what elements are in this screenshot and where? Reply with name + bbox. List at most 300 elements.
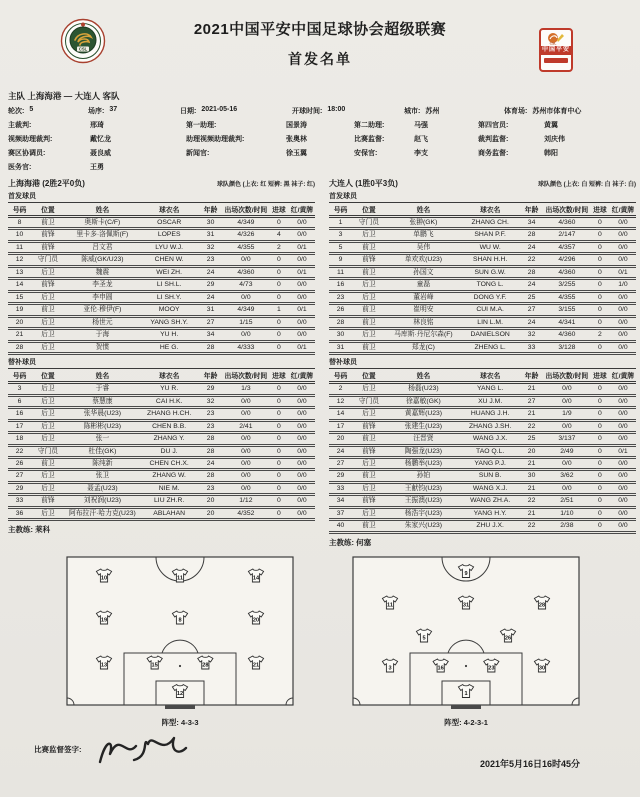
- cell-age: 21: [519, 408, 544, 420]
- official-label: 赛区协调员:: [8, 150, 46, 157]
- jersey-number: 8: [178, 617, 182, 624]
- cell-cards: 0/0: [289, 217, 315, 229]
- cell-cards: 0/0: [289, 470, 315, 482]
- cell-number: 3: [329, 229, 352, 241]
- cell-number: 19: [8, 304, 31, 316]
- player-row: [329, 433, 636, 445]
- formation-diagrams: [8, 556, 632, 728]
- official-value: 马强: [414, 122, 428, 129]
- cell-apps-minutes: 3/155: [544, 304, 590, 316]
- official-value: 国景涛: [286, 122, 307, 129]
- cell-jersey-name: ZHANG W.: [140, 470, 198, 482]
- jersey-number: 31: [462, 602, 470, 609]
- cell-jersey-name: LYU W.J.: [140, 241, 198, 253]
- jersey-number: 21: [252, 662, 260, 669]
- cell-apps-minutes: 0/0: [223, 482, 269, 494]
- player-row: [8, 329, 315, 341]
- info-label: 城市:: [404, 108, 421, 115]
- cell-position: 后卫: [31, 329, 65, 341]
- cell-age: 20: [198, 495, 223, 507]
- home-coach-line: [8, 524, 315, 535]
- cell-number: 33: [8, 495, 31, 507]
- cell-apps-minutes: 3/128: [544, 341, 590, 353]
- cell-apps-minutes: 1/12: [223, 495, 269, 507]
- cell-apps-minutes: 0/0: [544, 395, 590, 407]
- cell-goals: 0: [269, 383, 289, 395]
- player-row: [329, 254, 636, 266]
- cell-goals: 0: [590, 445, 610, 457]
- player-row: [8, 433, 315, 445]
- player-row: [8, 383, 315, 395]
- cell-apps-minutes: 0/0: [223, 457, 269, 469]
- cell-number: 18: [8, 433, 31, 445]
- cell-apps-minutes: 3/255: [544, 279, 590, 291]
- cell-apps-minutes: 4/360: [544, 329, 590, 341]
- cell-position: 后卫: [31, 408, 65, 420]
- cell-age: 32: [198, 241, 223, 253]
- player-row: [329, 217, 636, 229]
- sponsor-name: 中国平安: [541, 47, 570, 53]
- player-row: [8, 217, 315, 229]
- info-value: 苏州: [425, 108, 440, 115]
- cell-number: 9: [329, 254, 352, 266]
- cell-jersey-name: ZHENG L.: [461, 341, 519, 353]
- cell-jersey-name: OSCAR: [140, 217, 198, 229]
- cell-position: 后卫: [352, 383, 386, 395]
- cell-cards: 0/0: [610, 341, 636, 353]
- player-row: [329, 291, 636, 303]
- cell-position: 前卫: [352, 470, 386, 482]
- cell-cards: 0/0: [289, 408, 315, 420]
- info-label: 开球时间:: [292, 108, 323, 115]
- cell-goals: 0: [269, 457, 289, 469]
- cell-cards: 0/0: [289, 482, 315, 494]
- col-header: 红/黄牌: [610, 369, 636, 383]
- cell-goals: 0: [590, 254, 610, 266]
- cell-age: 29: [198, 383, 223, 395]
- col-header: 球衣名: [140, 203, 198, 217]
- cell-apps-minutes: 4/326: [223, 229, 269, 241]
- cell-position: 前卫: [31, 457, 65, 469]
- cell-jersey-name: HE G.: [140, 341, 198, 353]
- print-datetime: 2021年5月16日16时45分: [479, 758, 580, 769]
- cell-goals: 0: [269, 217, 289, 229]
- cell-age: 25: [519, 433, 544, 445]
- cell-apps-minutes: 0/0: [223, 254, 269, 266]
- cell-position: 后卫: [31, 341, 65, 353]
- cell-name: 杨浩宇(U23): [386, 507, 461, 519]
- cell-number: 12: [329, 395, 352, 407]
- official-value: 赵飞: [414, 136, 428, 143]
- cell-jersey-name: MOOY: [140, 304, 198, 316]
- cell-number: 26: [8, 457, 31, 469]
- cell-cards: 0/0: [610, 433, 636, 445]
- official-label: 医务官:: [8, 164, 32, 171]
- home-coach-label: 主教练:: [8, 525, 33, 535]
- cell-jersey-name: WU W.: [461, 241, 519, 253]
- col-header: 进球: [590, 203, 610, 217]
- player-row: [329, 279, 636, 291]
- info-value: 5: [29, 106, 34, 113]
- cell-position: 前卫: [352, 241, 386, 253]
- cell-jersey-name: WANG X.J.: [461, 482, 519, 494]
- cell-jersey-name: TAO Q.L.: [461, 445, 519, 457]
- cell-position: 后卫: [31, 507, 65, 519]
- cell-apps-minutes: 4/360: [544, 217, 590, 229]
- cell-number: 28: [329, 316, 352, 328]
- cell-number: 12: [8, 254, 31, 266]
- home-formation-label: 阵型: 4-3-3: [161, 717, 199, 727]
- roster-header-row: [8, 203, 315, 217]
- cell-apps-minutes: 4/296: [544, 254, 590, 266]
- cell-goals: 0: [590, 395, 610, 407]
- cell-name: 马库斯·丹尼尔森(F): [386, 329, 461, 341]
- cell-jersey-name: ZHU J.X.: [461, 520, 519, 532]
- cell-name: 张建生(U23): [386, 420, 461, 432]
- cell-jersey-name: LI SH.L.: [140, 279, 198, 291]
- official-value: 李支: [414, 150, 428, 157]
- official-value: 黄翼: [544, 122, 558, 129]
- cell-cards: 0/1: [289, 304, 315, 316]
- jersey-number: 10: [100, 575, 108, 582]
- cell-name: 于睿: [65, 383, 140, 395]
- cell-age: 23: [198, 482, 223, 494]
- cell-cards: 0/0: [610, 291, 636, 303]
- player-row: [8, 229, 315, 241]
- cell-name: 亚伦·穆伊(F): [65, 304, 140, 316]
- svg-text:CSL: CSL: [78, 46, 88, 52]
- player-row: [329, 229, 636, 241]
- signature-label: 比赛监督签字:: [34, 745, 82, 755]
- cell-name: 杨鹏举(U23): [386, 457, 461, 469]
- cell-goals: 0: [269, 254, 289, 266]
- player-row: [8, 316, 315, 328]
- cell-apps-minutes: 1/3: [223, 383, 269, 395]
- col-header: 出场次数/时间: [544, 203, 590, 217]
- col-header: 出场次数/时间: [544, 369, 590, 383]
- page-title: 2021中国平安中国足球协会超级联赛: [193, 21, 447, 38]
- cell-position: 前卫: [31, 304, 65, 316]
- player-row: [8, 279, 315, 291]
- cell-position: 守门员: [31, 445, 65, 457]
- cell-position: 前锋: [352, 420, 386, 432]
- col-header: 号码: [8, 369, 31, 383]
- cell-apps-minutes: 1/15: [223, 316, 269, 328]
- official-value: 徐玉翼: [286, 150, 307, 157]
- player-row: [329, 316, 636, 328]
- cell-position: 守门员: [352, 217, 386, 229]
- jersey-number: 11: [177, 575, 183, 582]
- cell-goals: 0: [269, 316, 289, 328]
- cell-age: 28: [198, 445, 223, 457]
- cell-goals: 2: [590, 329, 610, 341]
- player-row: [329, 341, 636, 353]
- cell-jersey-name: YANG H.Y.: [461, 507, 519, 519]
- cell-position: 前锋: [31, 229, 65, 241]
- cell-number: 14: [329, 408, 352, 420]
- cell-jersey-name: ZHANG J.SH.: [461, 420, 519, 432]
- cell-position: 后卫: [31, 395, 65, 407]
- sponsor-strip: [544, 58, 568, 63]
- cell-number: 29: [329, 470, 352, 482]
- cell-number: 5: [329, 241, 352, 253]
- cell-jersey-name: SUN B.: [461, 470, 519, 482]
- pingan-sponsor-badge: [539, 28, 573, 72]
- cell-cards: 0/0: [289, 329, 315, 341]
- cell-cards: 0/0: [289, 433, 315, 445]
- cell-cards: 0/0: [610, 408, 636, 420]
- col-header: 年龄: [198, 203, 223, 217]
- cell-goals: 0: [590, 507, 610, 519]
- cell-age: 24: [519, 279, 544, 291]
- cell-jersey-name: SUN G.W.: [461, 266, 519, 278]
- cell-name: 贺惯: [65, 341, 140, 353]
- cell-cards: 0/1: [610, 266, 636, 278]
- cell-number: 16: [8, 408, 31, 420]
- cell-goals: 0: [590, 241, 610, 253]
- cell-apps-minutes: 2/51: [544, 495, 590, 507]
- cell-age: 24: [198, 266, 223, 278]
- cell-position: 前卫: [31, 217, 65, 229]
- player-row: [8, 408, 315, 420]
- player-row: [329, 470, 636, 482]
- cell-position: 后卫: [31, 482, 65, 494]
- cell-goals: 0: [590, 229, 610, 241]
- cell-number: 11: [329, 266, 352, 278]
- cell-age: 28: [519, 229, 544, 241]
- player-row: [8, 241, 315, 253]
- jersey-number: 15: [151, 662, 158, 669]
- cell-number: 11: [8, 241, 31, 253]
- player-row: [329, 266, 636, 278]
- cell-apps-minutes: 0/0: [223, 291, 269, 303]
- jersey-number: 28: [202, 662, 209, 669]
- cell-name: 徐嘉敏(GK): [386, 395, 461, 407]
- cell-cards: 0/0: [610, 254, 636, 266]
- footer-row: [8, 730, 632, 776]
- cell-goals: 0: [590, 457, 610, 469]
- cell-position: 后卫: [352, 329, 386, 341]
- cell-goals: 0: [590, 470, 610, 482]
- cell-cards: 0/0: [289, 316, 315, 328]
- player-row: [329, 445, 636, 457]
- cell-name: 杨世元: [65, 316, 140, 328]
- away-subs-table: [329, 368, 636, 534]
- cell-jersey-name: WEI ZH.: [140, 266, 198, 278]
- home-team-section: [8, 178, 315, 548]
- cell-position: 后卫: [31, 420, 65, 432]
- cell-number: 20: [8, 316, 31, 328]
- cell-age: 34: [519, 217, 544, 229]
- cell-cards: 0/1: [289, 266, 315, 278]
- cell-goals: 0: [590, 217, 610, 229]
- cell-apps-minutes: 2/38: [544, 520, 590, 532]
- cell-cards: 0/0: [610, 420, 636, 432]
- cell-age: 33: [519, 341, 544, 353]
- official-value: 张奥林: [286, 136, 307, 143]
- home-team-colors: 球队颜色 (上衣: 红 短裤: 黑 袜子: 红): [217, 182, 315, 188]
- cell-cards: 0/0: [289, 279, 315, 291]
- cell-name: 里卡多·洛佩斯(F): [65, 229, 140, 241]
- cell-jersey-name: YANG L.: [461, 383, 519, 395]
- cell-cards: 0/0: [289, 507, 315, 519]
- cell-goals: 0: [590, 520, 610, 532]
- cell-age: 21: [519, 457, 544, 469]
- cell-goals: 0: [590, 433, 610, 445]
- cell-apps-minutes: 4/73: [223, 279, 269, 291]
- cell-apps-minutes: 4/360: [544, 266, 590, 278]
- cell-goals: 0: [590, 316, 610, 328]
- match-teams-line: 主队 上海海港 — 大连人 客队: [8, 91, 120, 101]
- away-coach-line: [329, 537, 636, 548]
- cell-jersey-name: LIN L.M.: [461, 316, 519, 328]
- cell-apps-minutes: 4/341: [544, 316, 590, 328]
- cell-goals: 0: [590, 383, 610, 395]
- cell-age: 28: [198, 341, 223, 353]
- cell-jersey-name: ZHANG CH.: [461, 217, 519, 229]
- info-value: 37: [109, 106, 118, 113]
- cell-jersey-name: YANG P.J.: [461, 457, 519, 469]
- away-subs-label: 替补球员: [329, 359, 357, 367]
- cell-age: 31: [198, 229, 223, 241]
- info-label: 日期:: [180, 108, 197, 115]
- official-label: 安保官:: [354, 150, 378, 157]
- cell-position: 后卫: [31, 433, 65, 445]
- col-header: 位置: [352, 369, 386, 383]
- cell-name: 陈纯新: [65, 457, 140, 469]
- home-starters-label: 首发球员: [8, 193, 36, 200]
- col-header: 年龄: [198, 369, 223, 383]
- cell-name: 张翀(GK): [386, 217, 461, 229]
- col-header: 位置: [352, 203, 386, 217]
- col-header: 红/黄牌: [289, 369, 315, 383]
- col-header: 进球: [269, 203, 289, 217]
- cell-apps-minutes: 4/357: [544, 241, 590, 253]
- player-row: [8, 420, 315, 432]
- official-value: 韩阳: [544, 150, 558, 157]
- cell-apps-minutes: 0/0: [544, 457, 590, 469]
- cell-age: 21: [519, 507, 544, 519]
- player-row: [8, 304, 315, 316]
- document-header: [8, 6, 632, 88]
- cell-goals: 0: [590, 266, 610, 278]
- cell-apps-minutes: 4/333: [223, 341, 269, 353]
- cell-number: 8: [8, 217, 31, 229]
- cell-number: 28: [8, 341, 31, 353]
- official-value: 刘庆伟: [544, 136, 565, 143]
- official-label: 第二助理:: [354, 122, 385, 129]
- away-team-colors: 球队颜色 (上衣: 白 短裤: 白 袜子: 白): [538, 182, 636, 188]
- home-team-name: 上海海港 (2胜2平0负): [8, 179, 85, 188]
- cell-goals: 0: [269, 279, 289, 291]
- cell-apps-minutes: 2/147: [544, 229, 590, 241]
- jersey-number: 26: [504, 635, 512, 642]
- cell-jersey-name: SHAN P.F.: [461, 229, 519, 241]
- cell-goals: 0: [269, 470, 289, 482]
- cell-apps-minutes: 1/9: [544, 408, 590, 420]
- cell-age: 21: [519, 482, 544, 494]
- cell-number: 37: [329, 507, 352, 519]
- cell-cards: 0/0: [610, 329, 636, 341]
- cell-age: 29: [198, 279, 223, 291]
- cell-apps-minutes: 4/355: [223, 241, 269, 253]
- cell-age: 21: [519, 383, 544, 395]
- cell-age: 24: [198, 457, 223, 469]
- cell-cards: 0/0: [289, 395, 315, 407]
- player-row: [8, 395, 315, 407]
- cell-name: 阿布拉汗·哈力克(U23): [65, 507, 140, 519]
- cell-name: 吕文君: [65, 241, 140, 253]
- player-row: [329, 520, 636, 532]
- cell-name: 孙国文: [386, 266, 461, 278]
- col-header: 球衣名: [461, 203, 519, 217]
- player-row: [8, 482, 315, 494]
- cell-apps-minutes: 1/10: [544, 507, 590, 519]
- cell-cards: 0/0: [610, 383, 636, 395]
- cell-age: 25: [519, 291, 544, 303]
- match-info-row: [8, 106, 632, 116]
- away-team-name: 大连人 (1胜0平3负): [329, 179, 398, 188]
- cell-jersey-name: DANIELSON: [461, 329, 519, 341]
- cell-name: 张卫: [65, 470, 140, 482]
- cell-apps-minutes: 0/0: [223, 433, 269, 445]
- cell-goals: 0: [269, 420, 289, 432]
- csl-mini-logo-icon: [545, 30, 567, 46]
- cell-goals: 0: [269, 266, 289, 278]
- cell-cards: 0/1: [289, 241, 315, 253]
- cell-name: 林良铭: [386, 316, 461, 328]
- jersey-number: 1: [464, 690, 468, 697]
- cell-apps-minutes: 4/349: [223, 304, 269, 316]
- cell-goals: 2: [269, 241, 289, 253]
- cell-position: 后卫: [352, 408, 386, 420]
- home-subs-table: [8, 368, 315, 521]
- info-pair: [180, 106, 292, 116]
- cell-jersey-name: YANG SH.Y.: [140, 316, 198, 328]
- cell-goals: 0: [269, 291, 289, 303]
- cell-position: 后卫: [31, 316, 65, 328]
- cell-goals: 0: [269, 445, 289, 457]
- jersey-number: 28: [538, 602, 546, 609]
- cell-age: 23: [198, 254, 223, 266]
- cell-jersey-name: HUANG J.H.: [461, 408, 519, 420]
- col-header: 姓名: [386, 203, 461, 217]
- cell-goals: 0: [590, 304, 610, 316]
- cell-number: 21: [8, 329, 31, 341]
- cell-apps-minutes: 2/49: [544, 445, 590, 457]
- col-header: 姓名: [65, 369, 140, 383]
- cell-name: 王振澳(U23): [386, 495, 461, 507]
- player-row: [329, 329, 636, 341]
- cell-jersey-name: CHEN B.B.: [140, 420, 198, 432]
- cell-age: 28: [198, 433, 223, 445]
- cell-position: 守门员: [31, 254, 65, 266]
- jersey-number: 14: [252, 575, 260, 582]
- player-row: [329, 304, 636, 316]
- cell-name: 郑龙(C): [386, 341, 461, 353]
- cell-name: 聂孟(U23): [65, 482, 140, 494]
- cell-age: 28: [198, 470, 223, 482]
- col-header: 号码: [329, 203, 352, 217]
- player-row: [8, 341, 315, 353]
- away-formation-label: 阵型: 4-2-3-1: [444, 717, 488, 727]
- cell-name: 陈彬彬(U23): [65, 420, 140, 432]
- cell-name: 奥斯卡(C/F): [65, 217, 140, 229]
- cell-apps-minutes: 0/0: [544, 482, 590, 494]
- cell-apps-minutes: 0/0: [223, 329, 269, 341]
- cell-cards: 0/0: [610, 395, 636, 407]
- cell-number: 31: [329, 341, 352, 353]
